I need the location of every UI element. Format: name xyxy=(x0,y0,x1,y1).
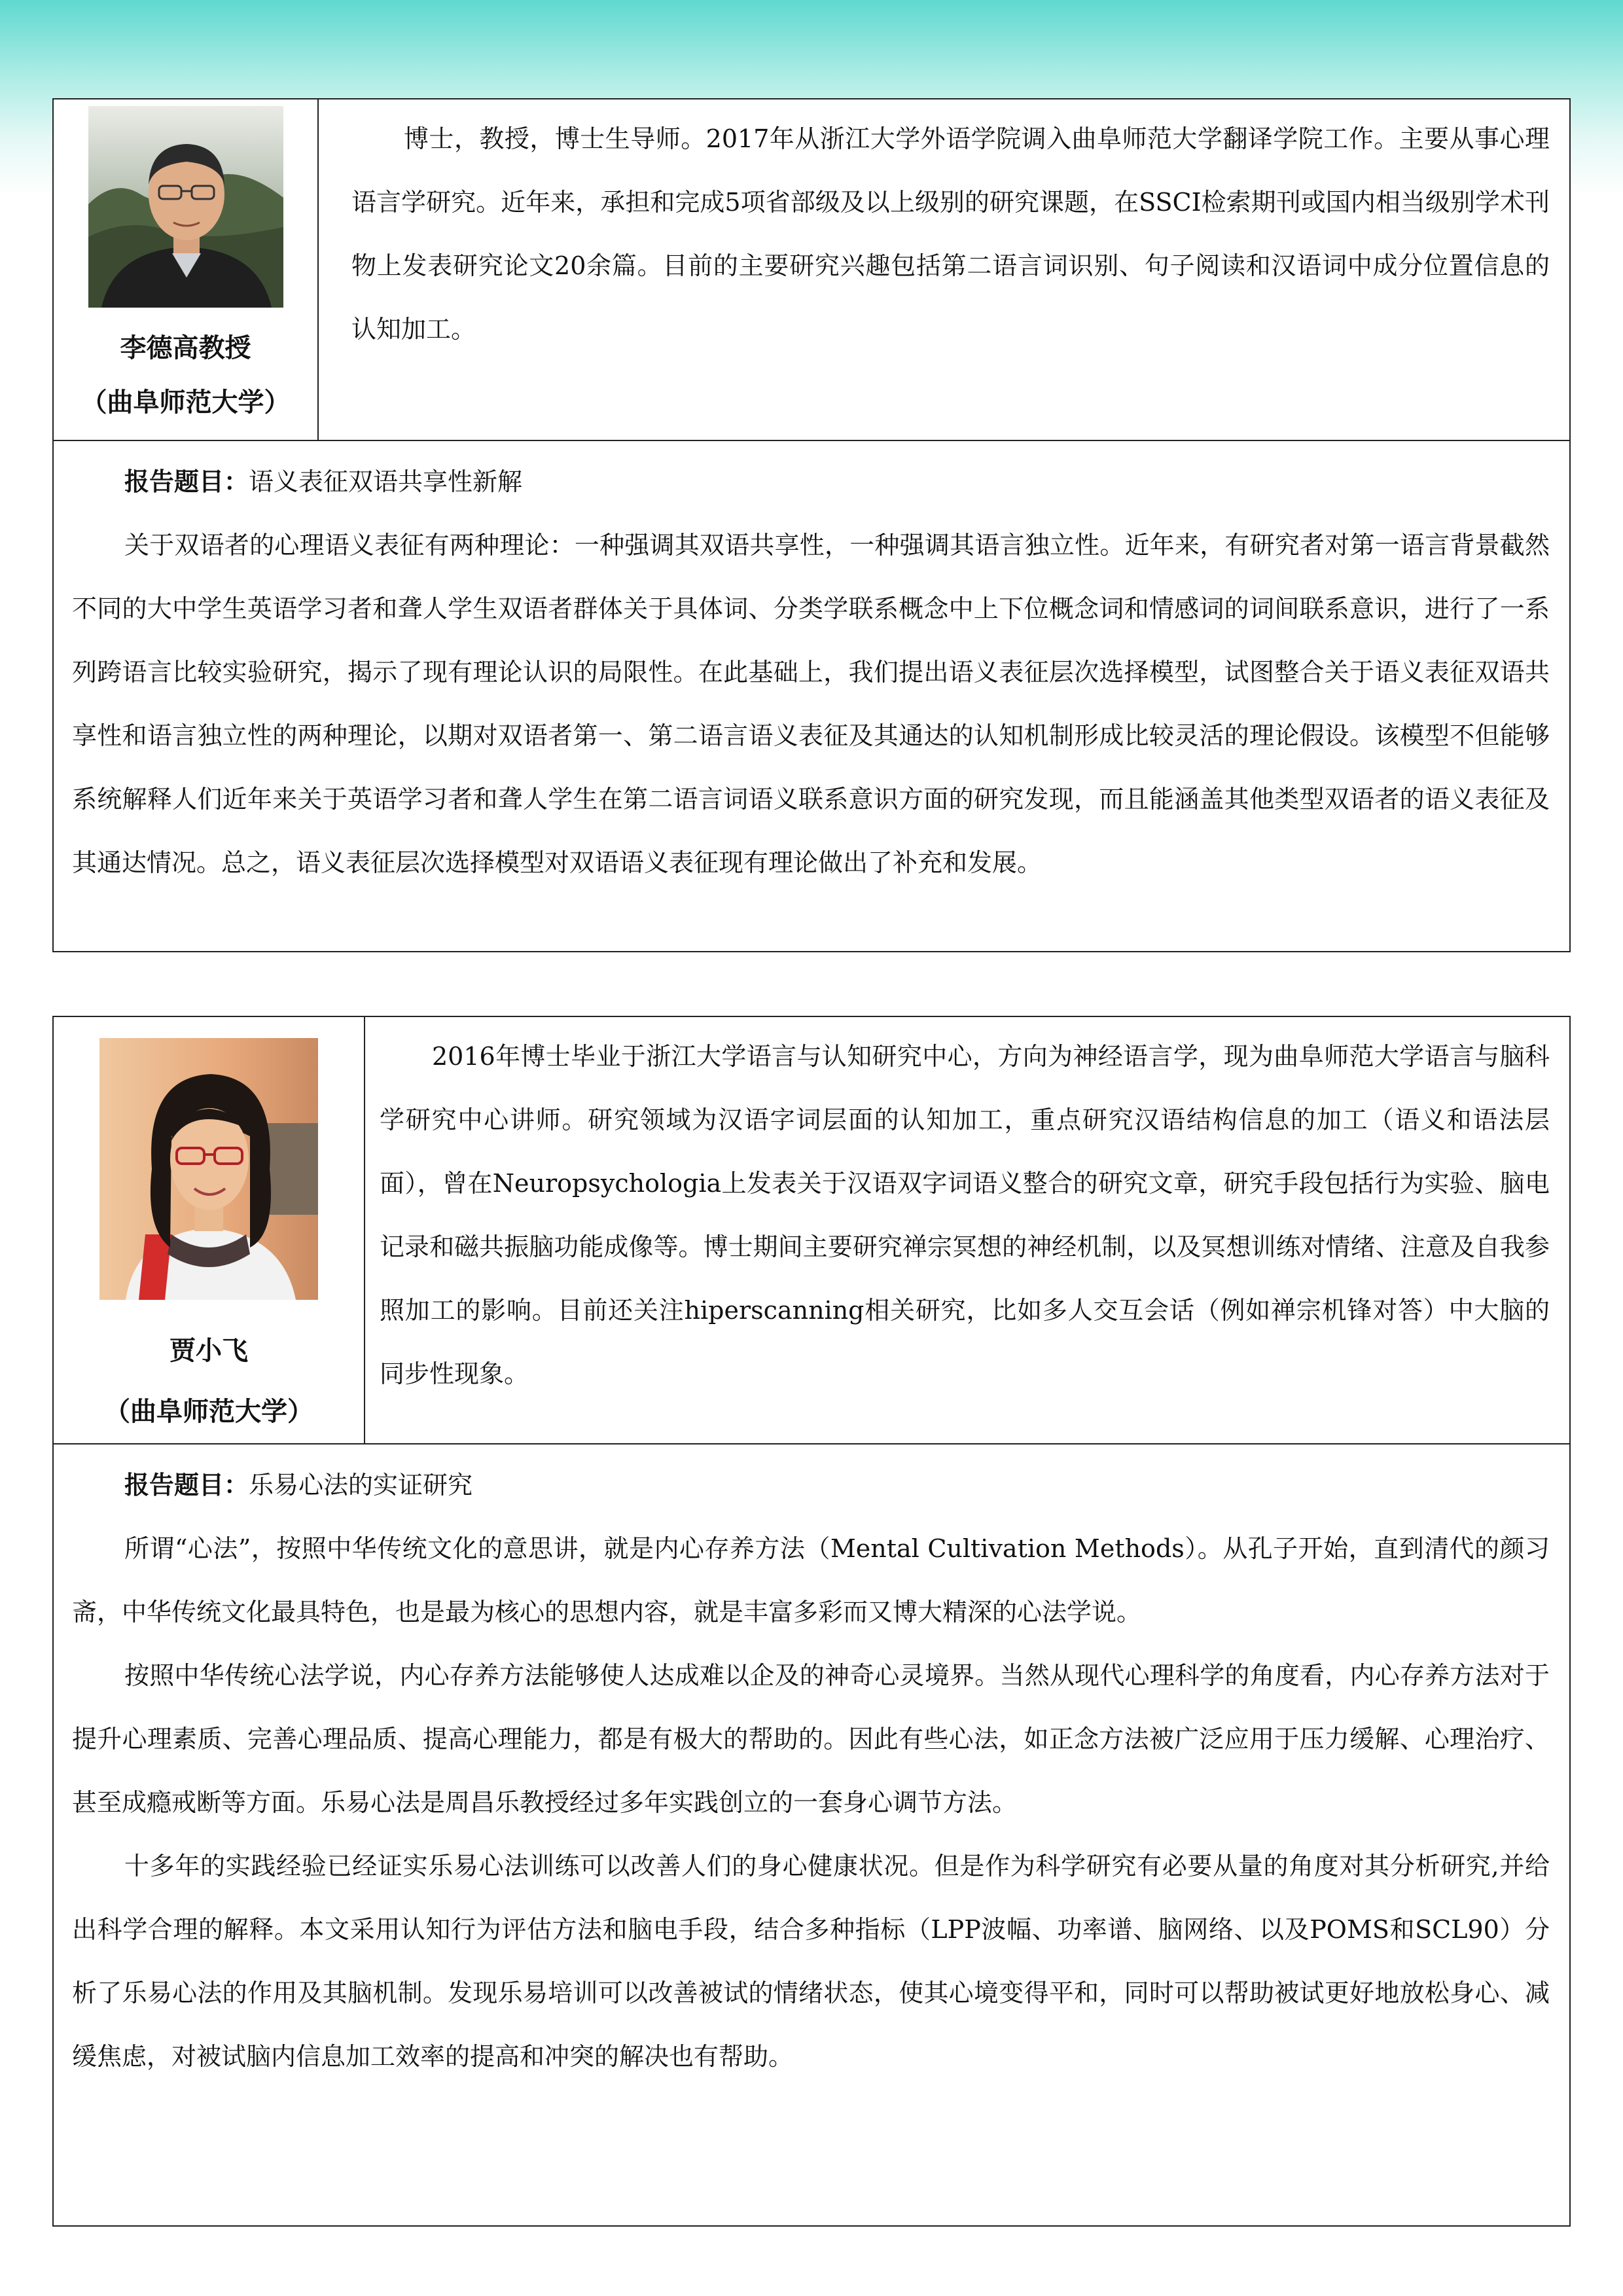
report-title-label: 报告题目： xyxy=(124,467,249,496)
speaker-header-row xyxy=(54,99,1569,441)
speaker-info-cell xyxy=(54,1017,365,1443)
speaker-info-cell xyxy=(54,99,319,440)
report-title-label: 报告题目： xyxy=(124,1471,249,1499)
speaker-name: 贾小飞 xyxy=(169,1336,248,1366)
speaker-card-1 xyxy=(52,98,1571,952)
speaker-bio: 2016年博士毕业于浙江大学语言与认知研究中心，方向为神经语言学，现为曲阜师范大学语言与脑科学研究中心讲师。研究领域为汉语字词层面的认知加工，重点研究汉语结构信息的加工（语义和语法层面），曾在Neuropsychologia上发表关于汉语双字词语义整合的研究文章，研究手段包括行为实验、脑电记录和磁共振脑功能成像等。博士期间主要研究禅宗冥想的神经机制，以及冥想训练对情绪、注意及自我参照加工的影响。目前还关注hiperscanning相关研究，比如多人交互会话（例如禅宗机锋对答）中大脑的同步性现象。 xyxy=(380,1042,1550,1388)
abstract-paragraph: 关于双语者的心理语义表征有两种理论：一种强调其双语共享性，一种强调其语言独立性。近年来，有研究者对第一语言背景截然不同的大中学生英语学习者和聋人学生双语者群体关于具体词、分类学联系概念中上下位概念词和情感词的词间联系意识，进行了一系列跨语言比较实验研究，揭示了现有理论认识的局限性。在此基础上，我们提出语义表征层次选择模型，试图整合关于语义表征双语共享性和语言独立性的两种理论，以期对双语者第一、第二语言语义表征及其通达的认知机制形成比较灵活的理论假设。该模型不但能够系统解释人们近年来关于英语学习者和聋人学生在第二语言词语义联系意识方面的研究发现，而且能涵盖其他类型双语者的语义表征及其通达情况。总之，语义表征层次选择模型对双语语义表征现有理论做出了补充和发展。 xyxy=(72,531,1550,877)
speaker-photo xyxy=(99,1038,318,1300)
speaker-card-2 xyxy=(52,1016,1571,2227)
speaker-bio: 博士，教授，博士生导师。2017年从浙江大学外语学院调入曲阜师范大学翻译学院工作。主要从事心理语言学研究。近年来，承担和完成5项省部级及以上级别的研究课题，在SSCI检索期刊或国内相当级别学术刊物上发表研究论文20余篇。目前的主要研究兴趣包括第二语言词识别、句子阅读和汉语词中成分位置信息的认知加工。 xyxy=(351,124,1550,344)
report-section xyxy=(54,441,1569,908)
report-title: 乐易心法的实证研究 xyxy=(249,1471,473,1499)
portrait-image xyxy=(99,1038,318,1300)
abstract-paragraph: 所谓“心法”，按照中华传统文化的意思讲，就是内心存养方法（Mental Cultivation Methods）。从孔子开始，直到清代的颜习斋，中华传统文化最具特色，也是最为核心的思想内容，就是丰富多彩而又博大精深的心法学说。 xyxy=(72,1534,1550,1626)
abstract-paragraph: 十多年的实践经验已经证实乐易心法训练可以改善人们的身心健康状况。但是作为科学研究有必要从量的角度对其分析研究,并给出科学合理的解释。本文采用认知行为评估方法和脑电手段，结合多种指标（LPP波幅、功率谱、脑网络、以及POMS和SCL90）分析了乐易心法的作用及其脑机制。发现乐易培训可以改善被试的情绪状态，使其心境变得平和，同时可以帮助被试更好地放松身心、减缓焦虑，对被试脑内信息加工效率的提高和冲突的解决也有帮助。 xyxy=(72,1852,1550,2071)
speaker-header-row xyxy=(54,1017,1569,1444)
report-title: 语义表征双语共享性新解 xyxy=(249,467,523,496)
report-title-line xyxy=(72,1454,1550,1517)
speaker-affiliation: （曲阜师范大学） xyxy=(104,1397,313,1427)
speaker-name: 李德高教授 xyxy=(120,333,251,363)
report-title-line xyxy=(72,450,1550,514)
abstract-paragraph: 按照中华传统心法学说，内心存养方法能够使人达成难以企及的神奇心灵境界。当然从现代心理科学的角度看，内心存养方法对于提升心理素质、完善心理品质、提高心理能力，都是有极大的帮助的。因此有些心法，如正念方法被广泛应用于压力缓解、心理治疗、甚至成瘾戒断等方面。乐易心法是周昌乐教授经过多年实践创立的一套身心调节方法。 xyxy=(72,1661,1550,1817)
speaker-photo xyxy=(88,106,283,308)
portrait-image xyxy=(88,106,283,308)
speaker-affiliation: （曲阜师范大学） xyxy=(80,387,291,418)
report-section xyxy=(54,1444,1569,2102)
